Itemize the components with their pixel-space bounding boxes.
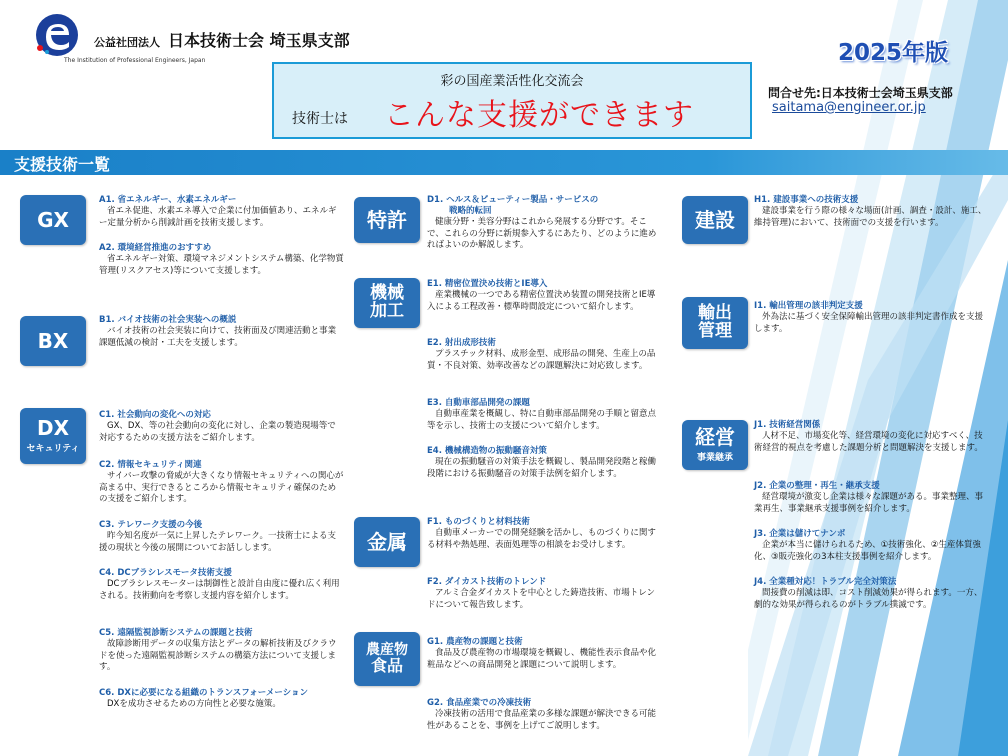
category-dx (20, 408, 86, 464)
category-bx-label: BX (37, 328, 69, 353)
category-gx (20, 195, 86, 245)
category-management-label: 経営 (695, 425, 735, 449)
item-e2 (427, 338, 659, 372)
item-a1 (99, 195, 344, 229)
item-j2 (754, 481, 988, 515)
category-agri-food (354, 632, 420, 686)
item-h1-desc: 建設事業を行う際の様々な場面(計画、調査・設計、施工、維持管理)において、技術面での支援を行います。 (754, 206, 987, 228)
item-b1-desc: バイオ技術の社会実装に向けて、技術面及び関連活動と事業課題低減の検討・工夫を支援します。 (99, 326, 337, 348)
category-patent-label: 特許 (367, 207, 407, 232)
item-e4-title: E4. 機械構造物の振動騒音対策 (427, 446, 547, 456)
item-j1-desc: 人材不足、市場変化等、経営環境の変化に対応すべく、技術経営的視点を考慮した課題分析と問題解決を支援します。 (754, 431, 983, 453)
item-j4 (754, 577, 988, 611)
section-title: 支援技術一覧 (14, 155, 111, 174)
item-c5 (99, 628, 344, 674)
item-j3 (754, 529, 988, 563)
item-j3-desc: 企業が本当に儲けられるため、①技術強化、②生産体質強化、③販売強化の3本柱支援事例を紹介します。 (754, 540, 981, 562)
item-e1-title: E1. 精密位置決め技術とIE導入 (427, 279, 548, 289)
item-c4-desc: DCブラシレスモーターは制御性と設計自由度に優れ広く利用される。技術動向を考察し支援内容を紹介します。 (99, 579, 340, 601)
item-g2 (427, 698, 659, 732)
item-b1 (99, 315, 344, 349)
item-e2-title: E2. 射出成形技術 (427, 338, 496, 348)
item-e1-desc: 産業機械の一つである精密位置決め装置の開発技術とIE導入による工程改善・標準時間設定について紹介します。 (427, 290, 656, 312)
item-j2-desc: 経営環境が激変し企業は様々な課題がある。事業整理、事業再生、事業継承支援事例を紹介します。 (754, 492, 984, 514)
edition-year: 2025年版 (838, 40, 949, 66)
item-a2-desc: 省エネルギー対策、環境マネジメントシステム構築、化学物質管理(リスクアセス)等について支援します。 (99, 254, 344, 276)
item-f1 (427, 517, 659, 551)
org-corp-type: 公益社団法人 (94, 36, 160, 49)
item-c1 (99, 410, 344, 444)
item-e4-desc: 現在の振動騒音の対策手法を概観し、製品開発段階と稼働段階における振動騒音の対策手法例を紹介します。 (427, 457, 657, 479)
item-h1 (754, 195, 988, 229)
category-metal-label: 金属 (367, 529, 407, 554)
section-band (0, 150, 1008, 175)
item-c6-desc: DXを成功させるための方向性と必要な施策。 (107, 699, 281, 709)
item-e2-desc: プラスチック材料、成形金型、成形品の開発、生産上の品質・不良対策、効率改善などの課題解決に対応致します。 (427, 349, 656, 371)
item-c3-title: C3. テレワーク支援の今後 (99, 520, 203, 530)
category-export-line1: 輸出 (698, 303, 732, 324)
item-f1-desc: 自動車メーカーでの開発経験を活かし、ものづくりに関する材料や熱処理、表面処理等の相談をお受けします。 (427, 528, 656, 550)
item-j4-title: J4. 全業種対応！トラブル完全対策法 (754, 577, 897, 587)
org-logo (32, 12, 352, 62)
item-a2 (99, 243, 344, 277)
item-c2-title: C2. 情報セキュリティ関連 (99, 460, 202, 470)
item-c1-desc: GX、DX、等の社会動向の変化に対し、企業の製造現場等で対応するための支援方法をご紹介します。 (99, 421, 336, 443)
category-gx-label: GX (37, 207, 69, 232)
contact-email-link[interactable]: saitama@engineer.or.jp (772, 100, 926, 115)
category-bx (20, 316, 86, 366)
item-j2-title: J2. 企業の整理・再生・継承支援 (754, 481, 880, 491)
item-d1 (427, 195, 659, 252)
category-management-sub: 事業継承 (696, 453, 733, 463)
item-b1-title: B1. バイオ技術の社会実装への概説 (99, 315, 237, 325)
headline-box (272, 62, 752, 139)
category-construction-label: 建設 (695, 207, 735, 232)
item-j1 (754, 420, 988, 454)
headline-lead: 技術士は (292, 111, 348, 127)
item-e3-title: E3. 自動車部品開発の課題 (427, 398, 530, 408)
item-f2-desc: アルミ合金ダイカストを中心とした鋳造技術、市場トレンドについて報告致します。 (427, 588, 656, 610)
item-a2-title: A2. 環境経営推進のおすすめ (99, 243, 212, 253)
item-j4-desc: 間接費の削減は即、コスト削減効果が得られます。一方、劇的な効果が得られるのがトラブル撲滅です。 (754, 588, 983, 610)
item-c2 (99, 460, 344, 506)
category-machining (354, 278, 420, 328)
category-patent (354, 197, 420, 243)
item-d1-title: D1. ヘルス＆ビューティー製品・サービスの (427, 195, 599, 205)
category-export (682, 297, 748, 349)
item-c1-title: C1. 社会動向の変化への対応 (99, 410, 211, 420)
item-c3-desc: 昨今知名度が一気に上昇したテレワーク。一技術士による支援の現状と今後の展開についてお話しします。 (99, 531, 336, 553)
item-g2-desc: 冷凍技術の活用で食品産業の多様な課題が解決できる可能性があることを、事例を上げてご説明します。 (427, 709, 657, 731)
item-d1-desc: 健康分野・美容分野はこれから発展する分野です。そこで、これらの分野に新規参入するにあたり、どのように進めればよいのか解説します。 (427, 217, 657, 250)
item-c5-desc: 故障診断用データの収集方法とデータの解析技術及びクラウドを使った遠隔監視診断システムの構築方法について支援します。 (99, 639, 337, 672)
item-e3-desc: 自動車産業を概観し、特に自動車部品開発の手順と留意点等を示し、技術士の支援について紹介します。 (427, 409, 657, 431)
item-a1-desc: 省エネ促進、水素エネ導入で企業に付加価値あり、エネルギー定量分析から削減計画を技術支援します。 (99, 206, 337, 228)
category-dx-label: DX (36, 416, 70, 440)
item-e3 (427, 398, 659, 432)
org-english-name: The Institution of Professional Engineers, Japan (64, 57, 206, 64)
item-c4 (99, 568, 344, 602)
category-dx-sub: セキュリティ (26, 444, 80, 454)
headline-main: こんな支援ができます (384, 98, 694, 133)
item-c5-title: C5. 遠隔監視診断システムの課題と技術 (99, 628, 253, 638)
item-g1-title: G1. 農産物の課題と技術 (427, 637, 523, 647)
category-agri-food-line2: 食品 (370, 655, 403, 675)
item-f1-title: F1. ものづくりと材料技術 (427, 517, 530, 527)
item-i1-title: I1. 輸出管理の該非判定支援 (754, 301, 863, 311)
item-c3 (99, 520, 344, 554)
org-name: 日本技術士会 埼玉県支部 (168, 31, 350, 50)
item-i1 (754, 301, 988, 335)
item-i1-desc: 外為法に基づく安全保障輸出管理の該非判定書作成を支援します。 (754, 312, 984, 334)
item-c6-title: C6. DXに必要になる組織のトランスフォーメーション (99, 688, 309, 698)
item-c4-title: C4. DCブラシレスモータ技術支援 (99, 568, 232, 578)
item-g1-desc: 食品及び農産物の市場環境を概観し、機能性表示食品や化粧品などへの商品開発と課題について説明します。 (427, 648, 657, 670)
item-e4 (427, 446, 659, 480)
item-f2 (427, 577, 659, 611)
category-machining-line1: 機械 (370, 283, 404, 304)
category-construction (682, 196, 748, 244)
category-agri-food-line1: 農産物 (366, 642, 408, 659)
category-management (682, 420, 748, 470)
contact-label: 問合せ先:日本技術士会埼玉県支部 (768, 86, 953, 100)
item-g1 (427, 637, 659, 671)
headline-subtitle: 彩の国産業活性化交流会 (440, 74, 584, 89)
item-j3-title: J3. 企業は儲けてナンボ (754, 529, 846, 539)
item-g2-title: G2. 食品産業での冷凍技術 (427, 698, 532, 708)
item-f2-title: F2. ダイカスト技術のトレンド (427, 577, 547, 587)
category-export-line2: 管理 (698, 321, 732, 341)
item-c2-desc: サイバー攻撃の脅威が大きくなり情報セキュリティへの関心が高まる中、実行できるところから情報セキュリティ確保のための支援をご紹介します。 (99, 471, 344, 504)
org-logo-mark (34, 12, 80, 58)
item-c6 (99, 688, 344, 711)
item-d1-title-line2: 戦略的転回 (449, 206, 492, 216)
category-metal (354, 517, 420, 567)
item-e1 (427, 279, 659, 313)
item-a1-title: A1. 省エネルギー、水素エネルギー (99, 195, 237, 205)
category-machining-line2: 加工 (370, 301, 404, 321)
item-h1-title: H1. 建設事業への技術支援 (754, 195, 859, 205)
item-j1-title: J1. 技術経営関係 (754, 420, 821, 430)
